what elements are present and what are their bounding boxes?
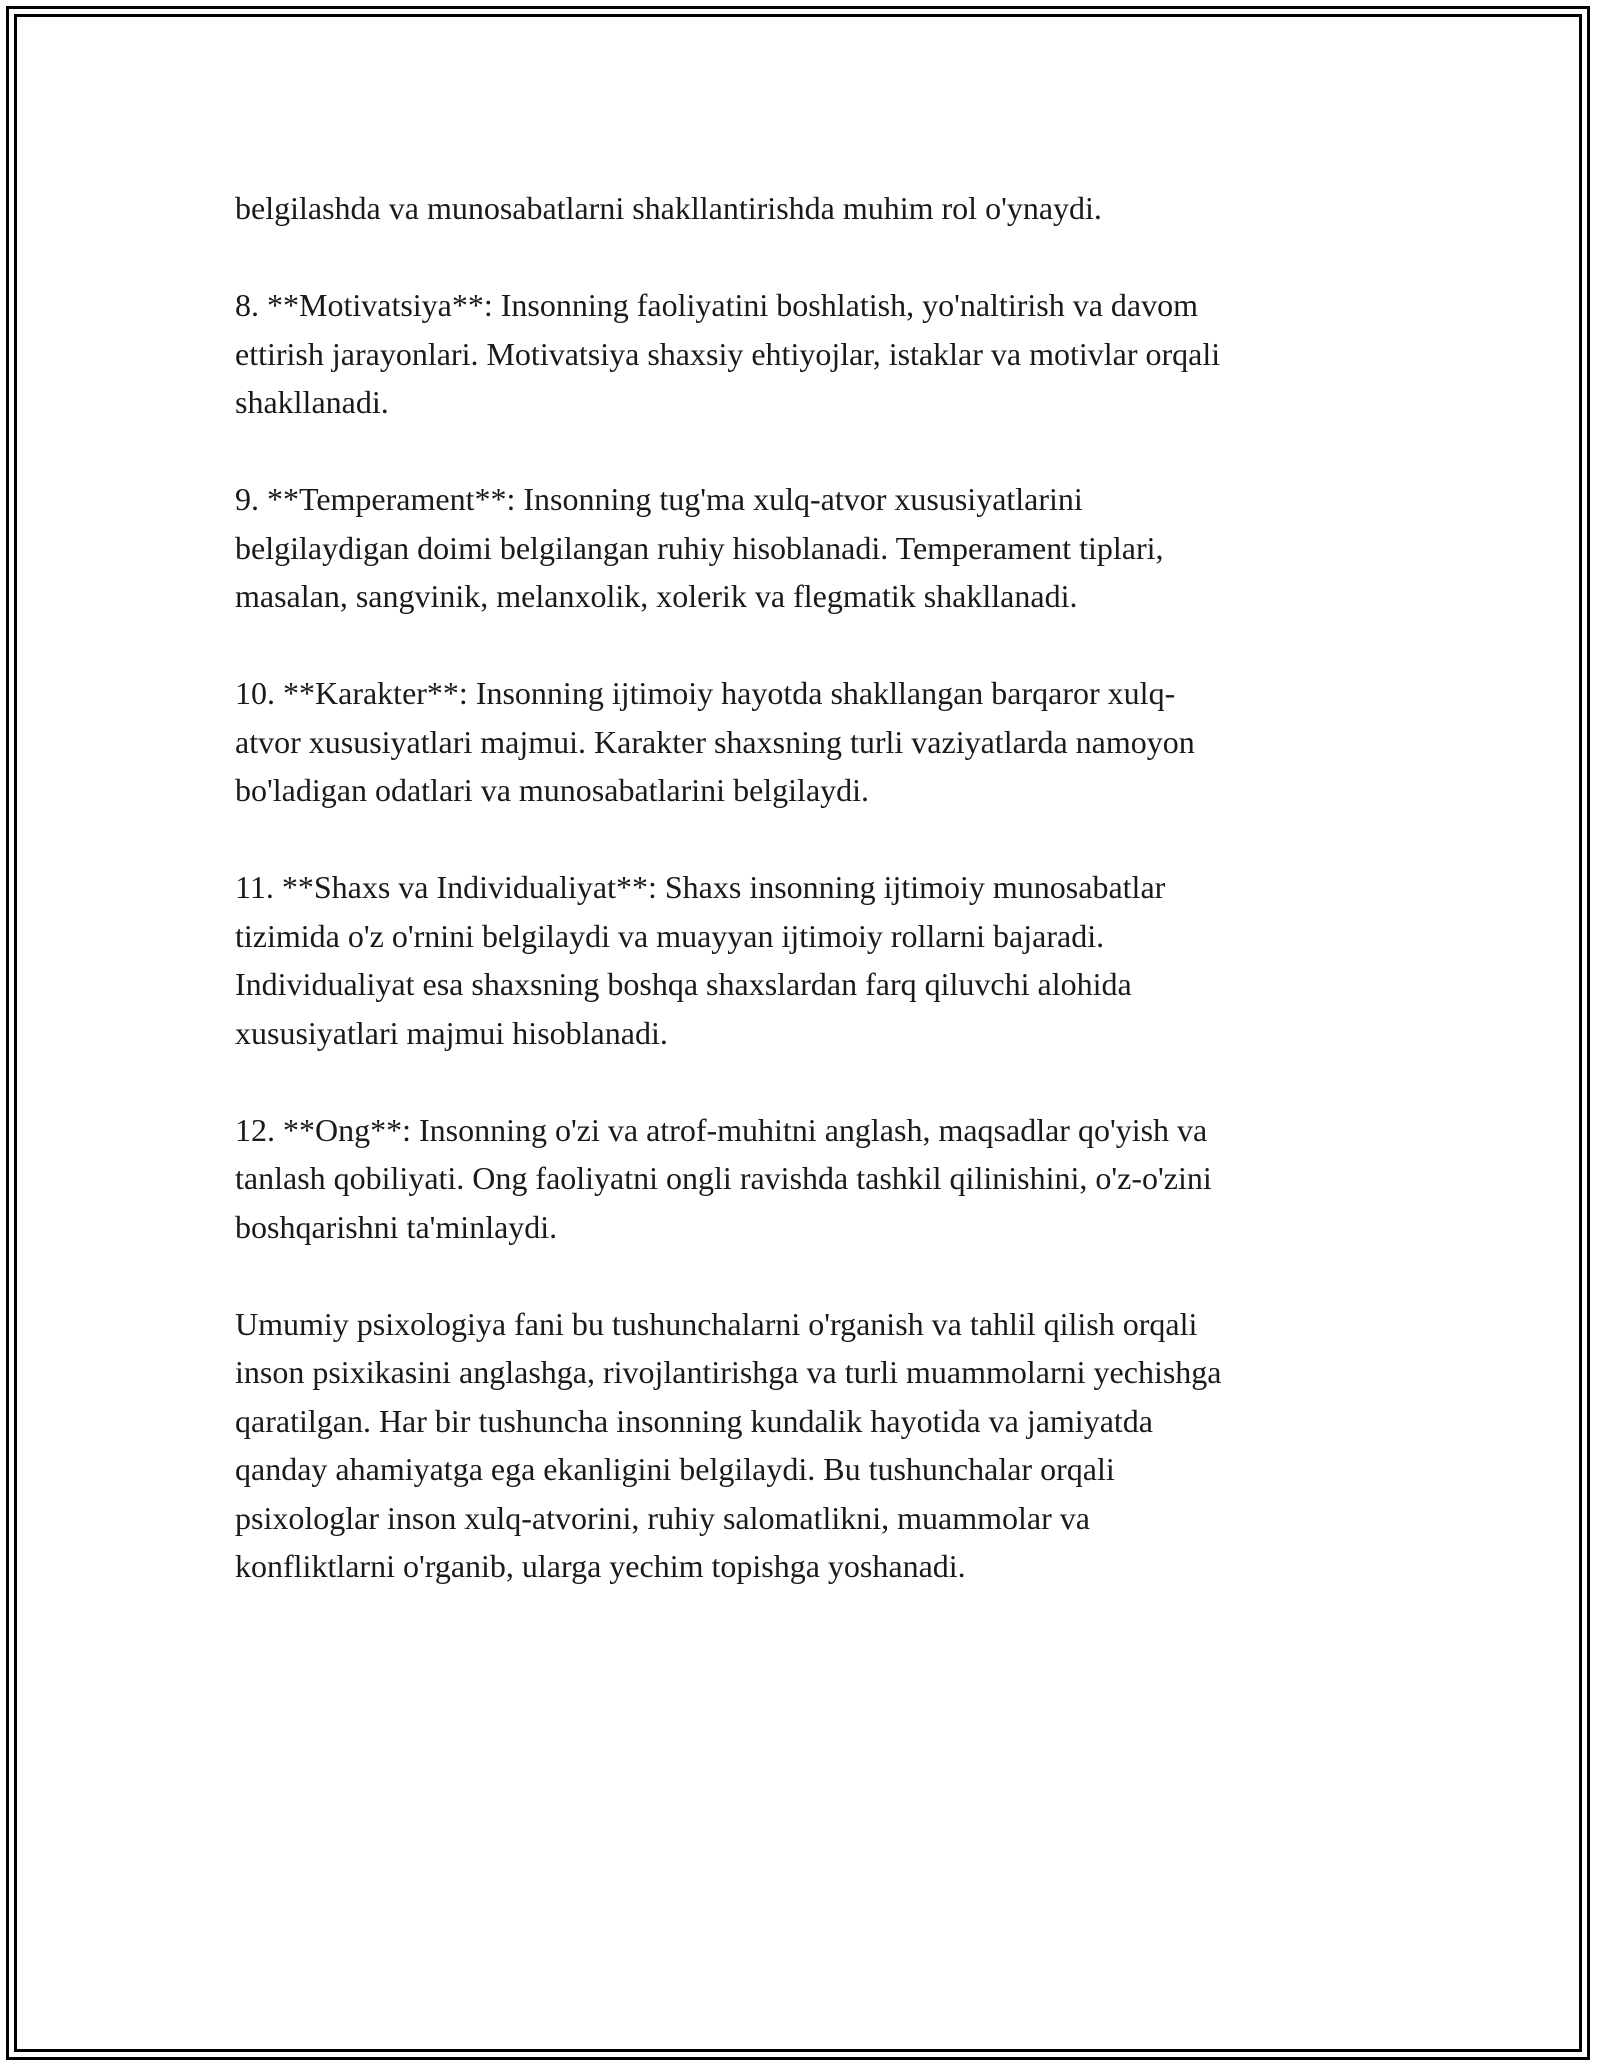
document-body	[235, 184, 1380, 1639]
paragraph-continuation: belgilashda va munosabatlarni shakllantirishda muhim rol o'ynaydi.	[235, 190, 1102, 226]
paragraph-ong: 12. **Ong**: Insonning o'zi va atrof-muhitni anglash, maqsadlar qo'yish va tanlash qobiliyati. Ong faoliyatni ongli ravishda tashkil qilinishini, o'z-o'zini boshqarishni ta'minlaydi.	[235, 1111, 1212, 1245]
paragraph-conclusion: Umumiy psixologiya fani bu tushunchalarni o'rganish va tahlil qilish orqali inson psixikasini anglashga, rivojlantirishga va turli muammolarni yechishga qaratilgan. Har bir tushuncha insonning kundalik hayotida va jamiyatda qanday ahamiyatga ega ekanligini belgilaydi. Bu tushunchalar orqali psixologlar inson xulq-atvorini, ruhiy salomatlikni, muammolar va konfliktlarni o'rganib, ularga yechim topishga yoshanadi.	[235, 1305, 1222, 1584]
paragraph-motivatsiya: 8. **Motivatsiya**: Insonning faoliyatini boshlatish, yo'naltirish va davom ettirish jarayonlari. Motivatsiya shaxsiy ehtiyojlar, istaklar va motivlar orqali shakllanadi.	[235, 287, 1221, 420]
paragraph-temperament: 9. **Temperament**: Insonning tug'ma xulq-atvor xususiyatlarini belgilaydigan doimi belgilangan ruhiy hisoblanadi. Temperament tiplari, masalan, sangvinik, melanxolik, xolerik va flegmatik shakllanadi.	[235, 481, 1164, 614]
paragraph-karakter: 10. **Karakter**: Insonning ijtimoiy hayotda shakllangan barqaror xulq- atvor xususiyatlari majmui. Karakter shaxsning turli vaziyatlarda namoyon bo'ladigan odatlari va munosabatlarini belgilaydi.	[235, 675, 1195, 808]
paragraph-shaxs-individualiyat: 11. **Shaxs va Individualiyat**: Shaxs insonning ijtimoiy munosabatlar tizimida o'z o'rnini belgilaydi va muayyan ijtimoiy rollarni bajaradi. Individualiyat esa shaxsning boshqa shaxslardan farq qiluvchi alohida xususiyatlari majmui hisoblanadi.	[235, 869, 1166, 1051]
